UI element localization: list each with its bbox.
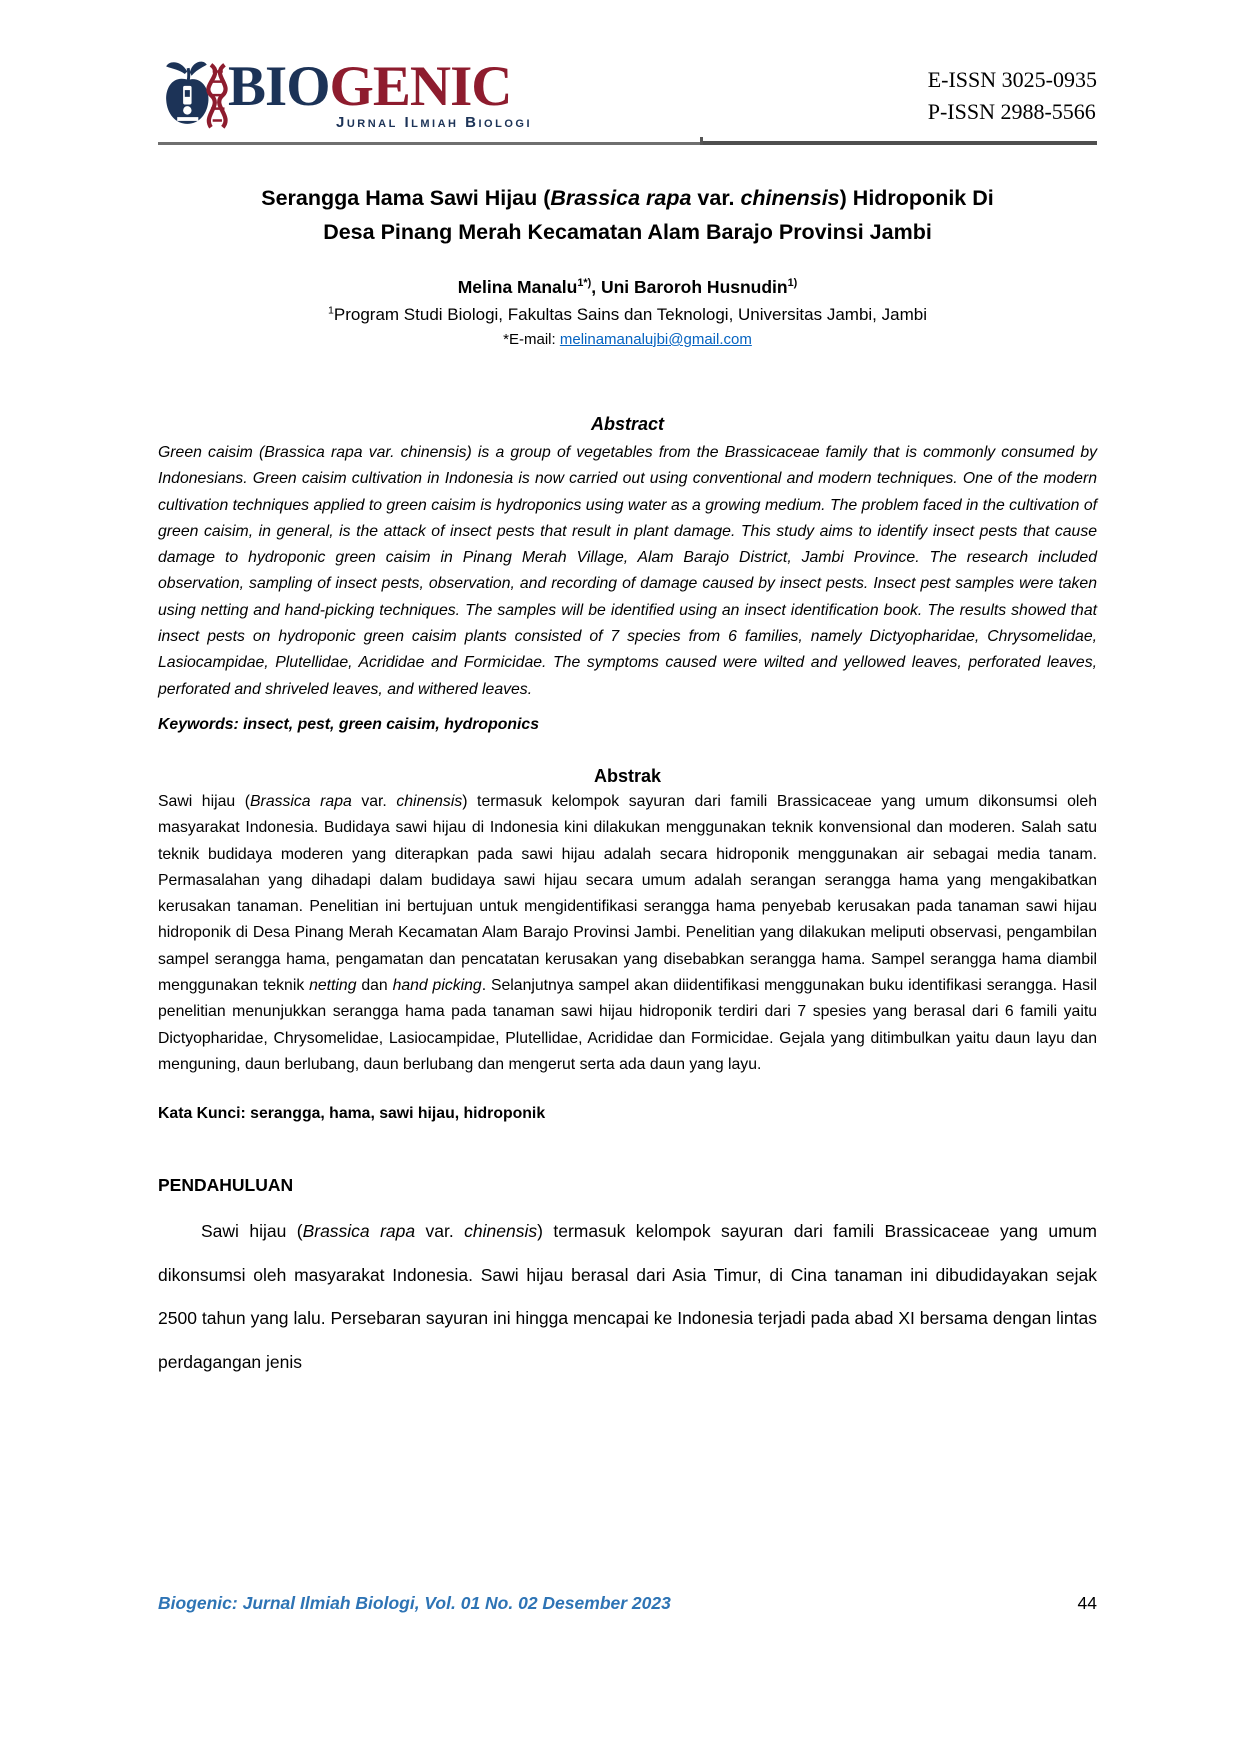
author-separator: ,	[591, 277, 601, 297]
article-title-line1	[158, 181, 1097, 215]
abstract-id-heading: Abstrak	[593, 765, 662, 786]
logo-tagline: Jurnal Ilmiah Biologi	[336, 114, 532, 131]
intro-species-genus: Brassica rapa	[302, 1221, 416, 1242]
header-divider-left	[158, 142, 700, 145]
email-link[interactable]: melinamanalujbi@gmail.com	[559, 331, 752, 348]
affiliation-line	[158, 301, 1097, 329]
abstrak-species-variety: chinensis	[396, 792, 463, 810]
abstrak-text: Sawi hijau (	[158, 792, 251, 810]
header-divider	[158, 137, 1097, 145]
introduction-heading: PENDAHULUAN	[158, 1175, 294, 1196]
abstrak-text: dan	[356, 977, 393, 995]
abstract-en-heading: Abstract	[590, 414, 665, 434]
keywords-id: Kata Kunci: serangga, hama, sawi hijau, hidroponik	[158, 1105, 546, 1123]
intro-species-variety: chinensis	[464, 1221, 538, 1242]
abstrak-term-netting: netting	[309, 977, 357, 995]
footer-page-number: 44	[1077, 1593, 1097, 1613]
email-line	[158, 329, 1097, 351]
intro-text: Sawi hijau (	[201, 1221, 303, 1242]
affiliation-superscript: 1	[328, 304, 334, 317]
logo-wordmark	[228, 55, 532, 118]
abstrak-text: var.	[351, 792, 397, 810]
affiliation-text: Program Studi Biologi, Fakultas Sains dan Teknologi, Universitas Jambi, Jambi	[333, 305, 927, 324]
article-title-line2: Desa Pinang Merah Kecamatan Alam Barajo Provinsi Jambi	[323, 220, 932, 244]
abstract-en-body: Green caisim (Brassica rapa var. chinensis) is a group of vegetables from the Brassicaceae family that is commonly consumed by Indonesians. Green caisim cultivation in Indonesia is now carried out using conventional and modern techniques. One of the modern cultivation techniques applied to green caisim is hydroponics using water as a growing medium. The problem faced in the cultivation of green caisim, in general, is the attack of insect pests that result in plant damage. This study aims to identify insect pests that cause damage to hydroponic green caisim in Pinang Merah Village, Alam Barajo District, Jambi Province. The research included observation, sampling of insect pests, observation, and recording of damage caused by insect pests. Insect pest samples were taken using netting and hand-picking techniques. The samples will be identified using an insect identification book. The results showed that insect pests on hydroponic green caisim plants consisted of 7 species from 6 families, namely Dictyopharidae, Chrysomelidae, Lasiocampidae, Plutellidae, Acrididae and Formicidae. The symptoms caused were wilted and yellowed leaves, perforated leaves, perforated and shriveled leaves, and withered leaves.	[158, 444, 1097, 698]
article-title	[158, 181, 1097, 249]
introduction-paragraph	[158, 1210, 1097, 1384]
title-species-variety: chinensis	[740, 186, 840, 210]
logo-word-bio: BIO	[228, 55, 330, 118]
p-issn: P-ISSN 2988-5566	[927, 99, 1096, 124]
intro-text: ) termasuk kelompok sayuran dari famili Brassicaceae yang umum dikonsumsi oleh masyarakat Indonesia. Sawi hijau berasal dari Asia Timur, di Cina tanaman ini dibudidayakan sejak 2500 tahun yang lalu. Persebaran sayuran ini hingga mencapai ke Indonesia terjadi pada abad XI bersama dengan lintas perdagangan jenis	[158, 1221, 1097, 1372]
title-text: ) Hidroponik Di	[839, 186, 994, 210]
title-text: var.	[691, 186, 741, 210]
title-text: Serangga Hama Sawi Hijau (	[261, 186, 551, 210]
title-species-genus: Brassica rapa	[550, 186, 692, 210]
biogenic-logo	[158, 55, 532, 134]
email-label: *E-mail:	[503, 331, 560, 348]
abstrak-text: . Selanjutnya sampel akan diidentifikasi menggunakan buku identifikasi serangga. Hasil penelitian menunjukkan serangga hama pada tanaman sawi hijau hidroponik terdiri dari 7 spesies yang berasal dari 6 famili yaitu Dictyopharidae, Chrysomelidae, Lasiocampidae, Plutellidae, Acrididae dan Formicidae. Gejala yang ditimbulkan yaitu daun layu dan menguning, daun berlubang, daun berlubang dan mengerut serta ada daun yang layu.	[158, 977, 1097, 1073]
author-line	[158, 273, 1097, 301]
author-1-superscript: 1*)	[577, 277, 592, 290]
footer-journal-citation: Biogenic: Jurnal Ilmiah Biologi, Vol. 01 No. 02 Desember 2023	[158, 1593, 671, 1613]
author-2: Uni Baroroh Husnudin	[600, 277, 788, 297]
abstract-id-body	[158, 789, 1097, 1078]
page-header	[158, 57, 1097, 135]
e-issn: E-ISSN 3025-0935	[927, 67, 1097, 92]
logo-word-genic: GENIC	[329, 55, 512, 118]
abstrak-term-hand-picking: hand picking	[392, 977, 482, 995]
page-footer	[158, 1593, 1097, 1614]
abstrak-text: ) termasuk kelompok sayuran dari famili Brassicaceae yang umum dikonsumsi oleh masyarakat Indonesia. Budidaya sawi hijau di Indonesia kini dilakukan menggunakan teknik konvensional dan moderen. Salah satu teknik budidaya moderen yang diterapkan pada sawi hijau adalah secara hidroponik menggunakan air sebagai media tanam. Permasalahan yang dihadapi dalam budidaya sawi hijau secara umum adalah serangan serangga hama yang mengakibatkan kerusakan tanaman. Penelitian ini bertujuan untuk mengidentifikasi serangga hama penyebab kerusakan pada tanaman sawi hijau hidroponik di Desa Pinang Merah Kecamatan Alam Barajo Provinsi Jambi. Penelitian yang dilakukan meliputi observasi, pengambilan sampel serangga hama, pengamatan dan pencatatan kerusakan yang disebabkan serangga hama. Sampel serangga hama diambil menggunakan teknik	[158, 792, 1097, 995]
author-1: Melina Manalu	[457, 277, 578, 297]
abstrak-species-genus: Brassica rapa	[250, 792, 352, 810]
keywords-en: Keywords: insect, pest, green caisim, hydroponics	[158, 715, 539, 733]
intro-text: var.	[415, 1221, 465, 1242]
header-divider-right	[703, 141, 1097, 145]
author-2-superscript: 1)	[787, 277, 798, 290]
issn-block	[928, 64, 1097, 128]
